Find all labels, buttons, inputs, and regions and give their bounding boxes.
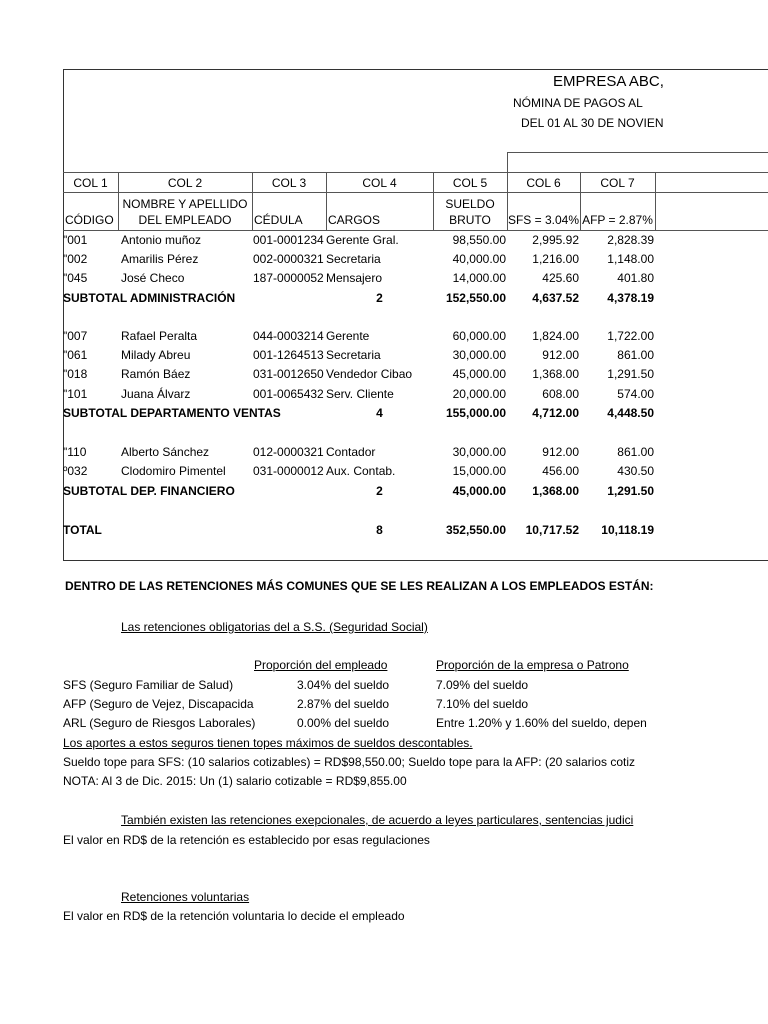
- table-row-name: José Checo: [121, 271, 185, 285]
- table-row-afp: 1,722.00: [607, 329, 654, 343]
- table-row-sfs: 1,368.00: [532, 367, 579, 381]
- table-row-sfs: 425.60: [542, 271, 579, 285]
- table-row-name: Alberto Sánchez: [121, 445, 210, 459]
- table-row-cargo: Vendedor Cibao: [326, 367, 413, 381]
- header-cedula: CÉDULA: [254, 213, 303, 227]
- table-row-cedula: 002-0000321: [253, 252, 324, 266]
- header-afp: AFP = 2.87%: [582, 213, 653, 227]
- table-row-cargo: Gerente: [326, 329, 370, 343]
- table-row-cargo: Contador: [326, 445, 376, 459]
- table-row-bruto: 40,000.00: [452, 252, 506, 266]
- header-nombre-line2: DEL EMPLEADO: [138, 213, 232, 227]
- table-row-code: "110: [63, 445, 87, 459]
- table-row-bruto: 45,000.00: [452, 367, 506, 381]
- header-cargos: CARGOS: [328, 213, 381, 227]
- table-row-cargo: Secretaria: [326, 252, 381, 266]
- subtotal-fin-label: SUBTOTAL DEP. FINANCIERO: [63, 484, 235, 498]
- subtotal-ventas-count: 4: [376, 406, 383, 420]
- table-row-code: "002: [63, 252, 88, 266]
- table-row-sfs: 912.00: [542, 445, 579, 459]
- subtotal-fin-sfs: 1,368.00: [532, 484, 579, 498]
- table-row-cedula: 001-0065432: [253, 387, 324, 401]
- notes-intro: DENTRO DE LAS RETENCIONES MÁS COMUNES QUE SE LES REALIZAN A LOS EMPLEADOS ESTÁN:: [65, 579, 654, 593]
- table-row-name: Antonio muñoz: [121, 233, 202, 247]
- table-row-sfs: 2,995.92: [532, 233, 579, 247]
- payroll-period: DEL 01 AL 30 DE NOVIEN: [521, 116, 664, 130]
- excepcionales-note: También existen las retenciones exepcionales, de acuerdo a leyes particulares, sentencias judici: [121, 813, 634, 827]
- table-row-bruto: 98,550.00: [452, 233, 506, 247]
- arl-empleado: 0.00% del sueldo: [297, 716, 390, 730]
- payroll-title: NÓMINA DE PAGOS AL: [513, 96, 643, 110]
- table-row-cedula: 187-0000052: [253, 271, 324, 285]
- col-label-7: COL 7: [600, 176, 635, 190]
- table-row-code: "045: [63, 271, 88, 285]
- table-row-code: "061: [63, 348, 88, 362]
- excepcionales-valor: El valor en RD$ de la retención es establecido por esas regulaciones: [63, 833, 430, 847]
- table-row-afp: 1,291.50: [607, 367, 654, 381]
- table-row-cedula: 044-0003214: [253, 329, 324, 343]
- subtotal-fin-bruto: 45,000.00: [452, 484, 506, 498]
- table-row-sfs: 608.00: [542, 387, 579, 401]
- col-label-5: COL 5: [452, 176, 488, 190]
- total-bruto: 352,550.00: [445, 523, 506, 537]
- prop-empresa-heading: Proporción de la empresa o Patrono: [436, 658, 629, 672]
- subtotal-admin-bruto: 152,550.00: [445, 291, 506, 305]
- table-row-bruto: 60,000.00: [452, 329, 506, 343]
- table-row-afp: 401.80: [617, 271, 654, 285]
- sfs-label: SFS (Seguro Familiar de Salud): [63, 678, 234, 692]
- table-row-name: Rafael Peralta: [121, 329, 198, 343]
- header-codigo: CÓDIGO: [65, 213, 114, 227]
- total-sfs: 10,717.52: [525, 523, 579, 537]
- subtotal-ventas-bruto: 155,000.00: [445, 406, 506, 420]
- header-sueldo-line1: SUELDO: [445, 197, 495, 211]
- group-header-line: [507, 152, 768, 153]
- col-label-top-line: [63, 172, 768, 173]
- table-row-sfs: 1,216.00: [532, 252, 579, 266]
- header-bottom-line: [63, 230, 768, 231]
- col-label-6: COL 6: [526, 176, 561, 190]
- header-sfs: SFS = 3.04%: [507, 213, 580, 227]
- company-name: EMPRESA ABC,: [553, 73, 664, 90]
- subtotal-ventas-label: SUBTOTAL DEPARTAMENTO VENTAS: [63, 406, 281, 420]
- table-row-cargo: Aux. Contab.: [326, 464, 396, 478]
- table-row-bruto: 14,000.00: [452, 271, 506, 285]
- tope-line: Sueldo tope para SFS: (10 salarios cotizables) = RD$98,550.00; Sueldo tope para la AFP: (20 salarios cotiz: [63, 755, 635, 769]
- table-row-afp: 861.00: [617, 348, 654, 362]
- obligatorias-title: Las retenciones obligatorias del a S.S. (Seguridad Social): [121, 620, 428, 634]
- table-row-afp: 2,828.39: [607, 233, 654, 247]
- table-row-name: Clodomiro Pimentel: [121, 464, 226, 478]
- table-row-sfs: 456.00: [542, 464, 579, 478]
- table-row-code: "101: [63, 387, 88, 401]
- subtotal-ventas-sfs: 4,712.00: [532, 406, 579, 420]
- subtotal-admin-afp: 4,378.19: [607, 291, 654, 305]
- table-row-cedula: 031-0012650: [253, 367, 324, 381]
- table-row-cedula: 001-0001234: [253, 233, 324, 247]
- header-nombre-line1: NOMBRE Y APELLIDO: [122, 197, 248, 211]
- table-row-code: "018: [63, 367, 88, 381]
- subtotal-admin-count: 2: [376, 291, 383, 305]
- col-label-1: COL 1: [73, 176, 108, 190]
- col-label-bottom-line: [63, 192, 768, 193]
- table-row-sfs: 912.00: [542, 348, 579, 362]
- table-row-name: Milady Abreu: [121, 348, 191, 362]
- table-row-cargo: Mensajero: [326, 271, 383, 285]
- table-row-cedula: 012-0000321: [253, 445, 324, 459]
- table-row-afp: 861.00: [617, 445, 654, 459]
- total-count: 8: [376, 523, 383, 537]
- table-row-bruto: 15,000.00: [452, 464, 506, 478]
- col-label-2: COL 2: [167, 176, 203, 190]
- table-row-afp: 574.00: [617, 387, 654, 401]
- arl-label: ARL (Seguro de Riesgos Laborales): [63, 716, 255, 730]
- table-row-name: Juana Álvarz: [121, 387, 191, 401]
- sfs-empleado: 3.04% del sueldo: [297, 678, 390, 692]
- table-row-cargo: Gerente Gral.: [326, 233, 399, 247]
- table-row-bruto: 30,000.00: [452, 348, 506, 362]
- table-row-code: "007: [63, 329, 88, 343]
- header-sueldo-line2: BRUTO: [449, 213, 491, 227]
- col-label-3: COL 3: [271, 176, 307, 190]
- nota-salario: NOTA: Al 3 de Dic. 2015: Un (1) salario cotizable = RD$9,855.00: [63, 774, 407, 788]
- prop-empleado-heading: Proporción del empleado: [254, 658, 388, 672]
- table-row-code: º032: [63, 464, 88, 478]
- afp-patrono: 7.10% del sueldo: [436, 697, 529, 711]
- table-row-afp: 1,148.00: [607, 252, 654, 266]
- table-row-cedula: 001-1264513: [253, 348, 324, 362]
- table-row-cargo: Serv. Cliente: [326, 387, 394, 401]
- table-row-cargo: Secretaria: [326, 348, 381, 362]
- table-row-bruto: 20,000.00: [452, 387, 506, 401]
- subtotal-admin-label: SUBTOTAL ADMINISTRACIÓN: [63, 291, 236, 305]
- subtotal-fin-count: 2: [376, 484, 383, 498]
- afp-label: AFP (Seguro de Vejez, Discapacida: [63, 697, 254, 711]
- subtotal-admin-sfs: 4,637.52: [532, 291, 579, 305]
- table-row-cedula: 031-0000012: [253, 464, 324, 478]
- table-row-code: "001: [63, 233, 88, 247]
- subtotal-ventas-afp: 4,448.50: [607, 406, 654, 420]
- table-row-bruto: 30,000.00: [452, 445, 506, 459]
- afp-empleado: 2.87% del sueldo: [297, 697, 390, 711]
- table-row-name: Ramón Báez: [121, 367, 191, 381]
- voluntarias-title: Retenciones voluntarias: [121, 890, 250, 904]
- total-label: TOTAL: [63, 523, 102, 537]
- subtotal-fin-afp: 1,291.50: [607, 484, 654, 498]
- topes-note: Los aportes a estos seguros tienen topes máximos de sueldos descontables.: [63, 736, 473, 750]
- table-row-sfs: 1,824.00: [532, 329, 579, 343]
- arl-patrono: Entre 1.20% y 1.60% del sueldo, depen: [436, 716, 647, 730]
- table-row-afp: 430.50: [617, 464, 654, 478]
- table-row-name: Amarilis Pérez: [121, 252, 199, 266]
- sfs-patrono: 7.09% del sueldo: [436, 678, 529, 692]
- col-sep-7: [655, 172, 656, 230]
- total-afp: 10,118.19: [601, 523, 654, 537]
- voluntarias-valor: El valor en RD$ de la retención voluntaria lo decide el empleado: [63, 909, 405, 923]
- col-label-4: COL 4: [362, 176, 397, 190]
